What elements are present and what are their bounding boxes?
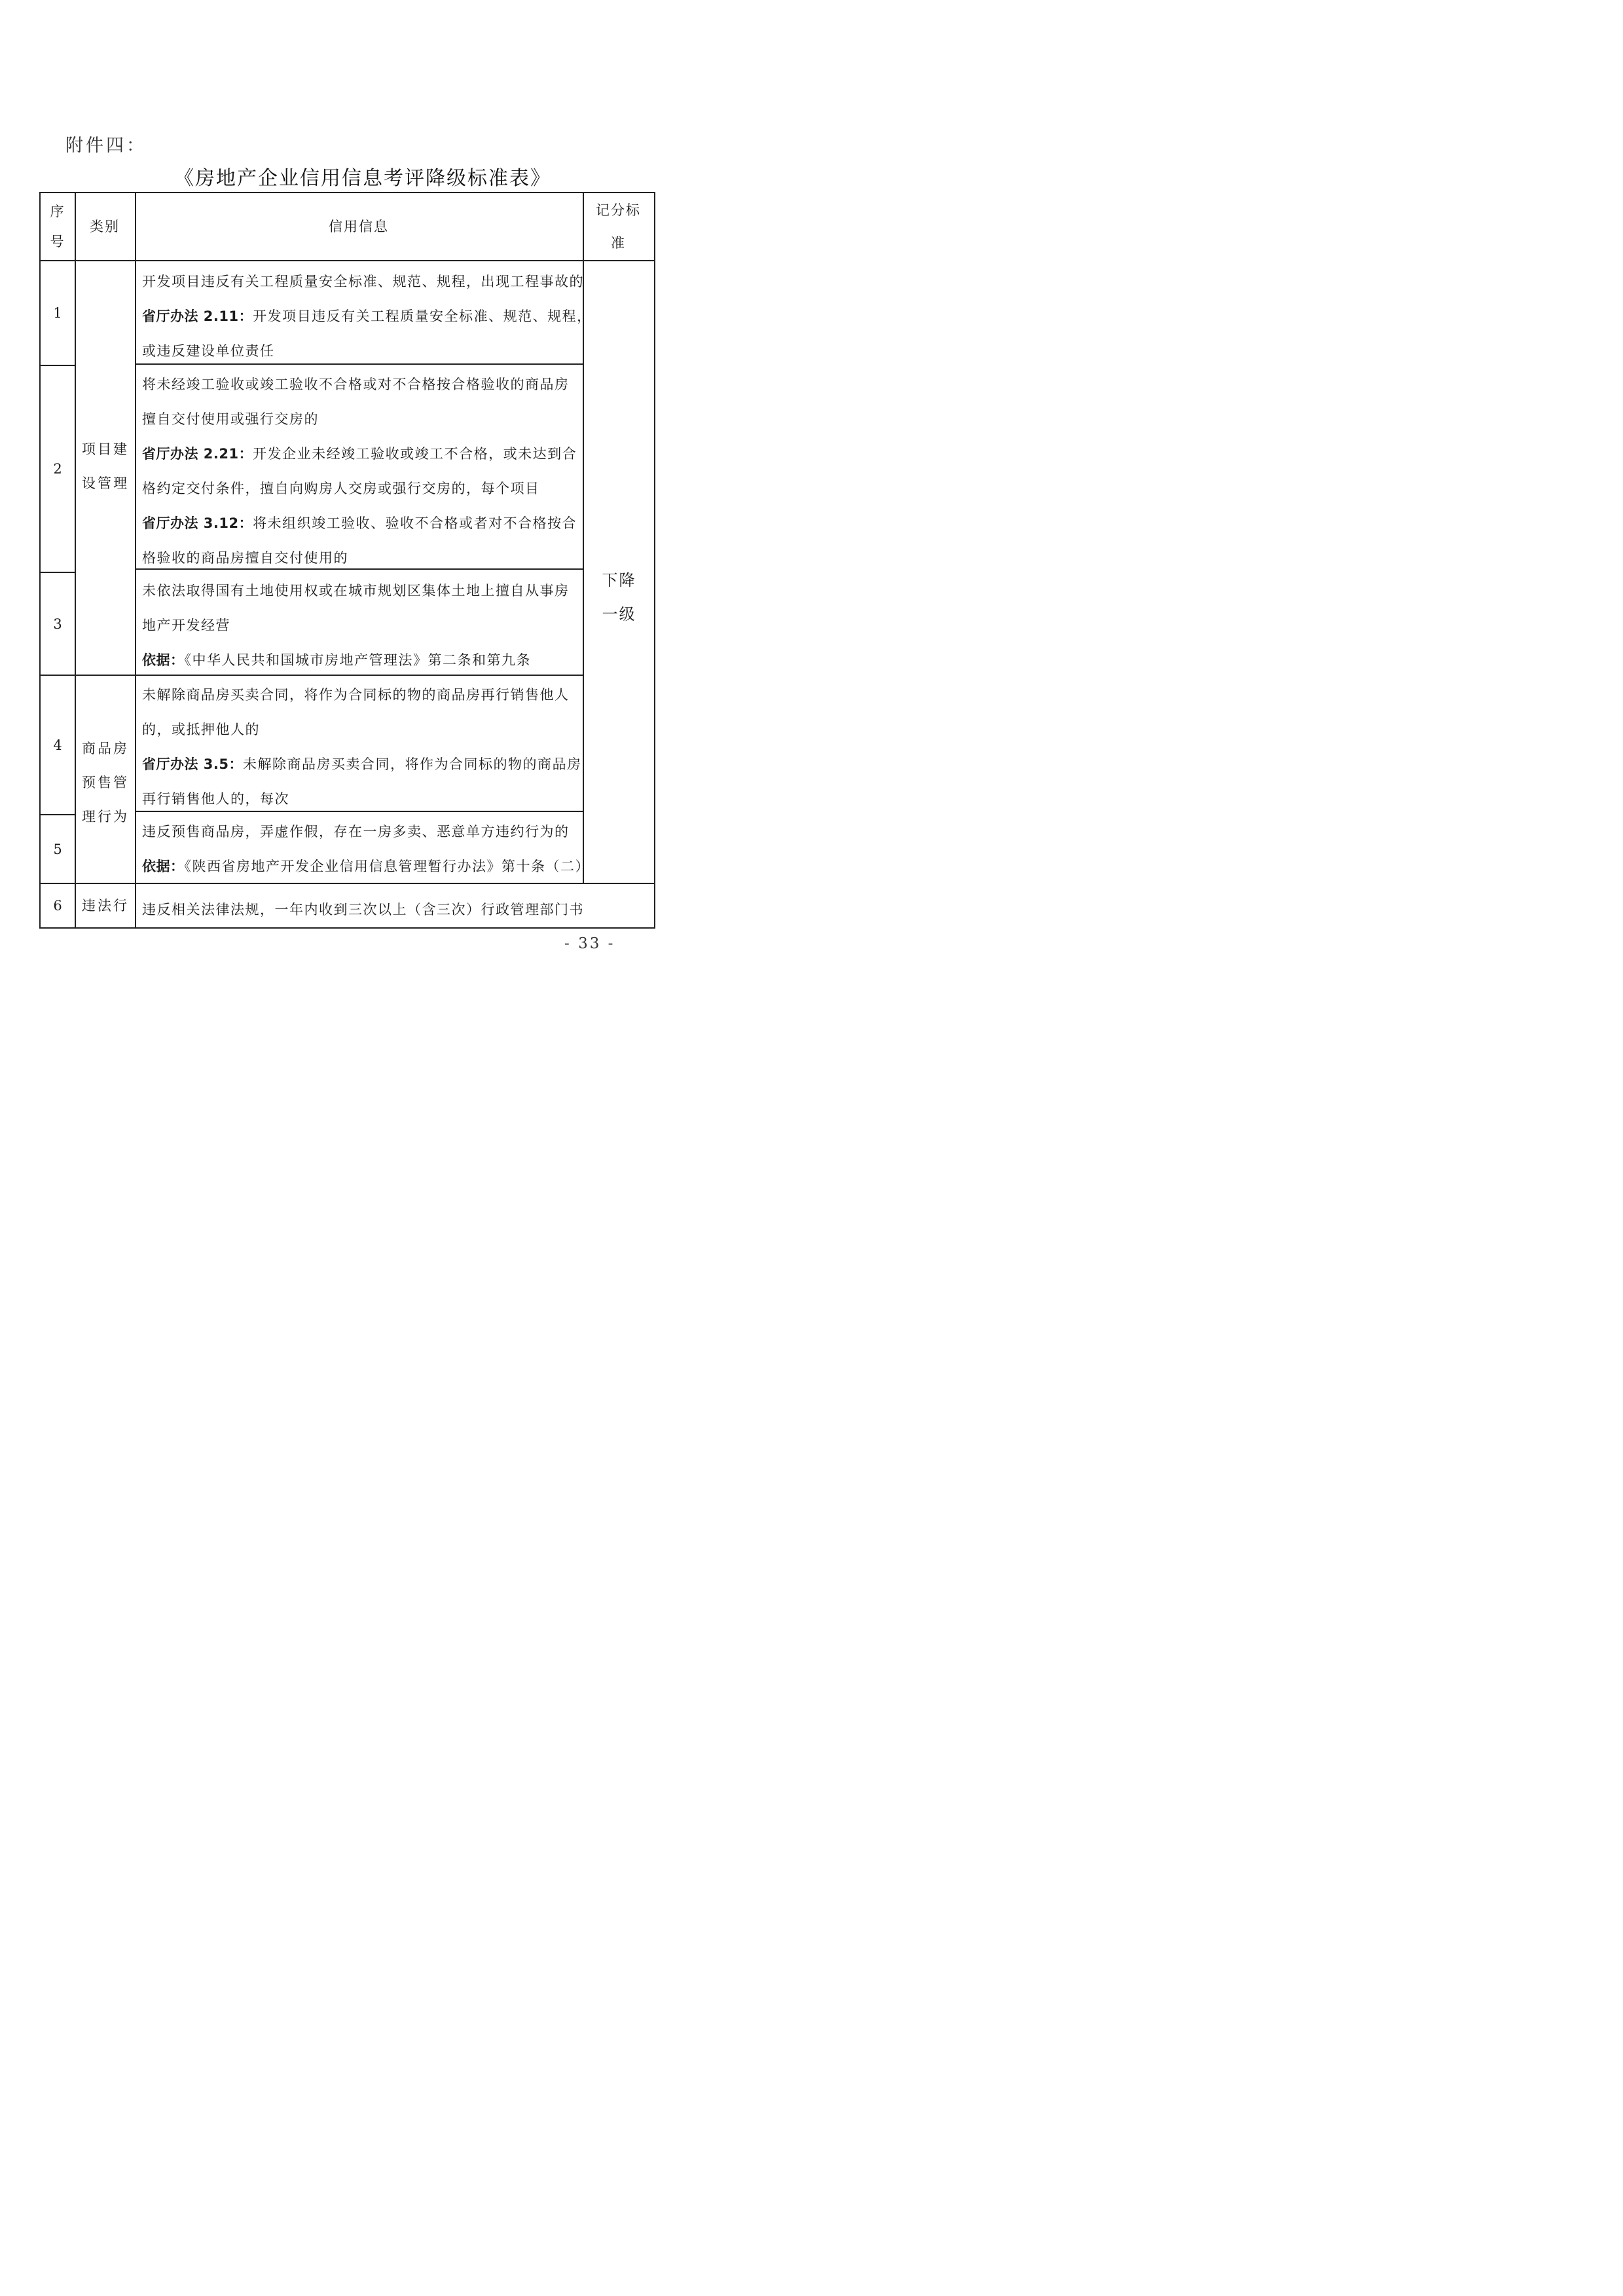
info-text: 将未经竣工验收或竣工验收不合格或对不合格按合格验收的商品房 bbox=[142, 377, 570, 392]
info-text: 违反相关法律法规，一年内收到三次以上（含三次）行政管理部门书 bbox=[142, 902, 584, 917]
info-text: 开发企业未经竣工验收或竣工不合格，或未达到合 bbox=[253, 446, 577, 462]
regulation-ref: 省厅办法 2.21： bbox=[142, 446, 253, 462]
category-illegal-conduct: 违法行 bbox=[82, 898, 129, 914]
document-title: 《房地产企业信用信息考评降级标准表》 bbox=[174, 167, 551, 190]
annex-label: 附件四： bbox=[65, 136, 147, 156]
info-text: 《陕西省房地产开发企业信用信息管理暂行办法》第十条（二） bbox=[184, 859, 590, 874]
row-number: 5 bbox=[53, 841, 62, 857]
category-line: 预售管 bbox=[82, 775, 129, 790]
header-seq bbox=[41, 193, 75, 260]
category-line: 商品房 bbox=[82, 741, 129, 756]
category-presale-management bbox=[76, 730, 135, 835]
info-text: 格验收的商品房擅自交付使用的 bbox=[142, 550, 348, 566]
category-line: 项目建 bbox=[82, 441, 129, 457]
header-score-line1: 记分标 bbox=[596, 202, 641, 218]
row-number: 6 bbox=[53, 898, 62, 914]
category-project-construction bbox=[76, 430, 135, 502]
info-line bbox=[142, 815, 582, 849]
info-line bbox=[142, 506, 582, 541]
info-line bbox=[142, 643, 582, 678]
info-line bbox=[142, 893, 582, 927]
row-number: 2 bbox=[53, 461, 62, 477]
info-text: 未解除商品房买卖合同，将作为合同标的物的商品房再行销售他人 bbox=[142, 687, 570, 703]
regulation-ref: 省厅办法 2.11： bbox=[142, 308, 253, 324]
info-text: 格约定交付条件，擅自向购房人交房或强行交房的，每个项目 bbox=[142, 481, 540, 496]
header-score-line2: 准 bbox=[611, 235, 626, 251]
row-number: 4 bbox=[53, 737, 62, 753]
regulation-ref: 依据： bbox=[142, 652, 185, 668]
credit-info-row-4 bbox=[142, 678, 582, 817]
credit-info-row-1 bbox=[142, 265, 592, 369]
info-text: 的，或抵押他人的 bbox=[142, 722, 260, 737]
info-line bbox=[142, 608, 582, 643]
row-number: 1 bbox=[53, 305, 62, 321]
info-text: 将未组织竣工验收、验收不合格或者对不合格按合 bbox=[253, 515, 577, 531]
header-credit-info: 信用信息 bbox=[329, 219, 389, 234]
info-line bbox=[142, 265, 582, 299]
score-line: 一级 bbox=[602, 605, 636, 623]
info-text: 再行销售他人的，每次 bbox=[142, 791, 289, 807]
info-text: 违反预售商品房，弄虚作假，存在一房多卖、恶意单方违约行为的 bbox=[142, 824, 570, 840]
credit-info-row-3 bbox=[142, 574, 582, 678]
info-line bbox=[142, 747, 582, 782]
score-line: 下降 bbox=[602, 571, 636, 589]
info-line bbox=[142, 782, 582, 817]
regulation-ref: 依据： bbox=[142, 859, 185, 874]
header-category: 类别 bbox=[90, 219, 120, 234]
credit-info-row-2 bbox=[142, 367, 582, 576]
info-line bbox=[142, 574, 582, 608]
header-seq-line1: 序 bbox=[50, 204, 65, 219]
category-line: 理行为 bbox=[82, 809, 129, 824]
info-line bbox=[142, 849, 590, 884]
info-line bbox=[142, 713, 582, 747]
info-line bbox=[142, 334, 582, 369]
info-line bbox=[142, 437, 582, 472]
col-divider-score bbox=[583, 193, 584, 884]
info-line bbox=[142, 299, 592, 334]
header-seq-line2: 号 bbox=[50, 234, 65, 250]
header-score bbox=[583, 193, 654, 260]
info-text: 未依法取得国有土地使用权或在城市规划区集体土地上擅自从事房 bbox=[142, 583, 570, 599]
info-text: 地产开发经营 bbox=[142, 618, 230, 633]
info-text: 擅自交付使用或强行交房的 bbox=[142, 411, 319, 427]
score-standard bbox=[583, 563, 655, 631]
info-line bbox=[142, 472, 582, 506]
col-divider-category bbox=[135, 193, 136, 927]
credit-info-row-5 bbox=[142, 815, 590, 884]
category-line: 设管理 bbox=[82, 475, 129, 491]
info-line bbox=[142, 541, 582, 576]
regulation-ref: 省厅办法 3.12： bbox=[142, 515, 253, 531]
row-number: 3 bbox=[53, 616, 62, 632]
info-text: 开发项目违反有关工程质量安全标准、规范、规程， bbox=[253, 308, 592, 324]
credit-info-row-6 bbox=[142, 893, 582, 927]
info-line bbox=[142, 678, 582, 713]
info-text: 开发项目违反有关工程质量安全标准、规范、规程，出现工程事故的 bbox=[142, 274, 584, 289]
info-text: 或违反建设单位责任 bbox=[142, 343, 275, 359]
info-text: 《中华人民共和国城市房地产管理法》第二条和第九条 bbox=[184, 652, 531, 668]
regulation-ref: 省厅办法 3.5： bbox=[142, 756, 244, 772]
info-line bbox=[142, 367, 582, 402]
info-text: 未解除商品房买卖合同，将作为合同标的物的商品房 bbox=[243, 756, 582, 772]
header-divider bbox=[41, 260, 654, 261]
info-line bbox=[142, 402, 582, 437]
page-number: - 33 - bbox=[564, 935, 615, 952]
